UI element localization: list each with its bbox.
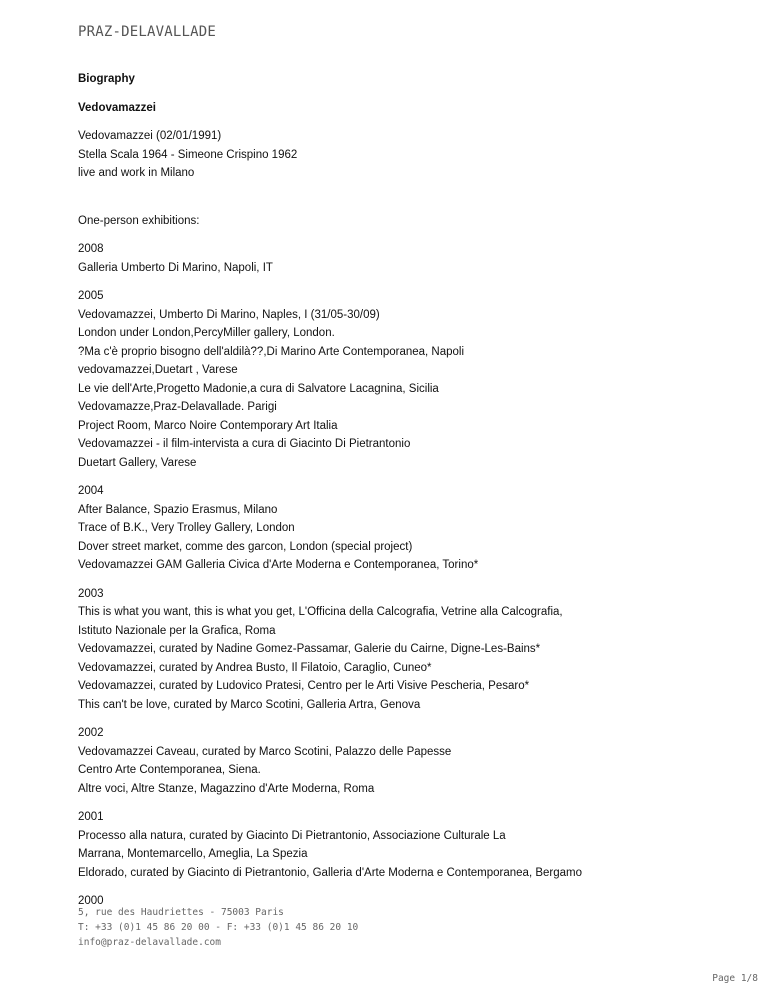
intro-line: live and work in Milano: [78, 167, 195, 179]
year-label: 2005: [78, 290, 104, 302]
exhibition-entry: Processo alla natura, curated by Giacinto Di Pietrantonio, Associazione Culturale La: [78, 829, 506, 842]
exhibition-entry: Istituto Nazionale per la Grafica, Roma: [78, 624, 276, 637]
year-label: 2004: [78, 485, 104, 497]
exhibition-entry: Galleria Umberto Di Marino, Napoli, IT: [78, 261, 273, 274]
biography-content: [78, 68, 738, 911]
exhibition-entry: Vedovamazzei, Umberto Di Marino, Naples, I (31/05-30/09): [78, 308, 380, 321]
exhibition-entry: Vedovamazzei - il film-intervista a cura di Giacinto Di Pietrantonio: [78, 438, 411, 450]
footer-phone: T: +33 (0)1 45 86 20 00 - F: +33 (0)1 45 86 20 10: [78, 922, 359, 933]
exhibition-entry: Eldorado, curated by Giacinto di Pietrantonio, Galleria d'Arte Moderna e Contemporanea, Bergamo: [78, 866, 583, 879]
exhibition-entry: Vedovamazzei GAM Galleria Civica d'Arte Moderna e Contemporanea, Torino*: [78, 559, 479, 571]
year-block-2008: [78, 240, 738, 277]
exhibition-entry: After Balance, Spazio Erasmus, Milano: [78, 503, 278, 516]
exhibition-entry: Project Room, Marco Noire Contemporary Art Italia: [78, 419, 338, 432]
year-label: 2000: [78, 895, 104, 907]
brand-header: PRAZ-DELAVALLADE: [78, 24, 217, 40]
year-block-2002: [78, 724, 738, 798]
exhibition-entry: Vedovamazzei Caveau, curated by Marco Scotini, Palazzo delle Papesse: [78, 745, 452, 758]
footer-email: info@praz-delavallade.com: [78, 937, 221, 948]
exhibition-entry: Vedovamazze,Praz-Delavallade. Parigi: [78, 401, 277, 413]
exhibition-entry: Dover street market, comme des garcon, London (special project): [78, 540, 413, 553]
exhibition-entry: Vedovamazzei, curated by Andrea Busto, Il Filatoio, Caraglio, Cuneo*: [78, 661, 432, 674]
artist-name: Vedovamazzei: [78, 101, 156, 114]
intro-line: Stella Scala 1964 - Simeone Crispino 1962: [78, 148, 298, 161]
exhibition-entry: London under London,PercyMiller gallery, London.: [78, 327, 335, 339]
footer-address: 5, rue des Haudriettes - 75003 Paris: [78, 907, 284, 918]
exhibition-entry: This can't be love, curated by Marco Scotini, Galleria Artra, Genova: [78, 698, 421, 711]
page-footer: [78, 905, 358, 950]
year-label: 2002: [78, 727, 104, 739]
section-title: Biography: [78, 73, 135, 85]
exhibition-entry: Duetart Gallery, Varese: [78, 456, 197, 469]
page-number: Page 1/8: [712, 973, 758, 984]
exhibition-entry: Altre voci, Altre Stanze, Magazzino d'Arte Moderna, Roma: [78, 782, 375, 795]
exhibition-entry: ?Ma c'è proprio bisogno dell'aldilà??,Di Marino Arte Contemporanea, Napoli: [78, 345, 465, 358]
year-label: 2003: [78, 587, 104, 600]
year-block-2003: [78, 585, 738, 715]
exhibition-entry: Le vie dell'Arte,Progetto Madonie,a cura di Salvatore Lacagnina, Sicilia: [78, 382, 439, 395]
year-block-2005: [78, 287, 738, 472]
year-label: 2008: [78, 243, 104, 255]
year-label: 2001: [78, 811, 104, 823]
year-block-2001: [78, 808, 738, 882]
exhibition-entry: Vedovamazzei, curated by Nadine Gomez-Passamar, Galerie du Cairne, Digne-Les-Bains*: [78, 643, 541, 655]
exhibition-entry: This is what you want, this is what you get, L'Officina della Calcografia, Vetrine alla Calcografia,: [78, 606, 563, 618]
exhibition-entry: vedovamazzei,Duetart , Varese: [78, 364, 238, 376]
exhibition-entry: Centro Arte Contemporanea, Siena.: [78, 764, 261, 776]
intro-line: Vedovamazzei (02/01/1991): [78, 130, 222, 142]
exhibition-entry: Trace of B.K., Very Trolley Gallery, London: [78, 522, 295, 534]
exhibition-entry: Vedovamazzei, curated by Ludovico Pratesi, Centro per le Arti Visive Pescheria, Pesaro*: [78, 680, 530, 692]
exhibitions-heading: One-person exhibitions:: [78, 214, 200, 227]
exhibition-entry: Marrana, Montemarcello, Ameglia, La Spezia: [78, 848, 308, 860]
year-block-2004: [78, 482, 738, 575]
intro-block: [78, 127, 738, 183]
